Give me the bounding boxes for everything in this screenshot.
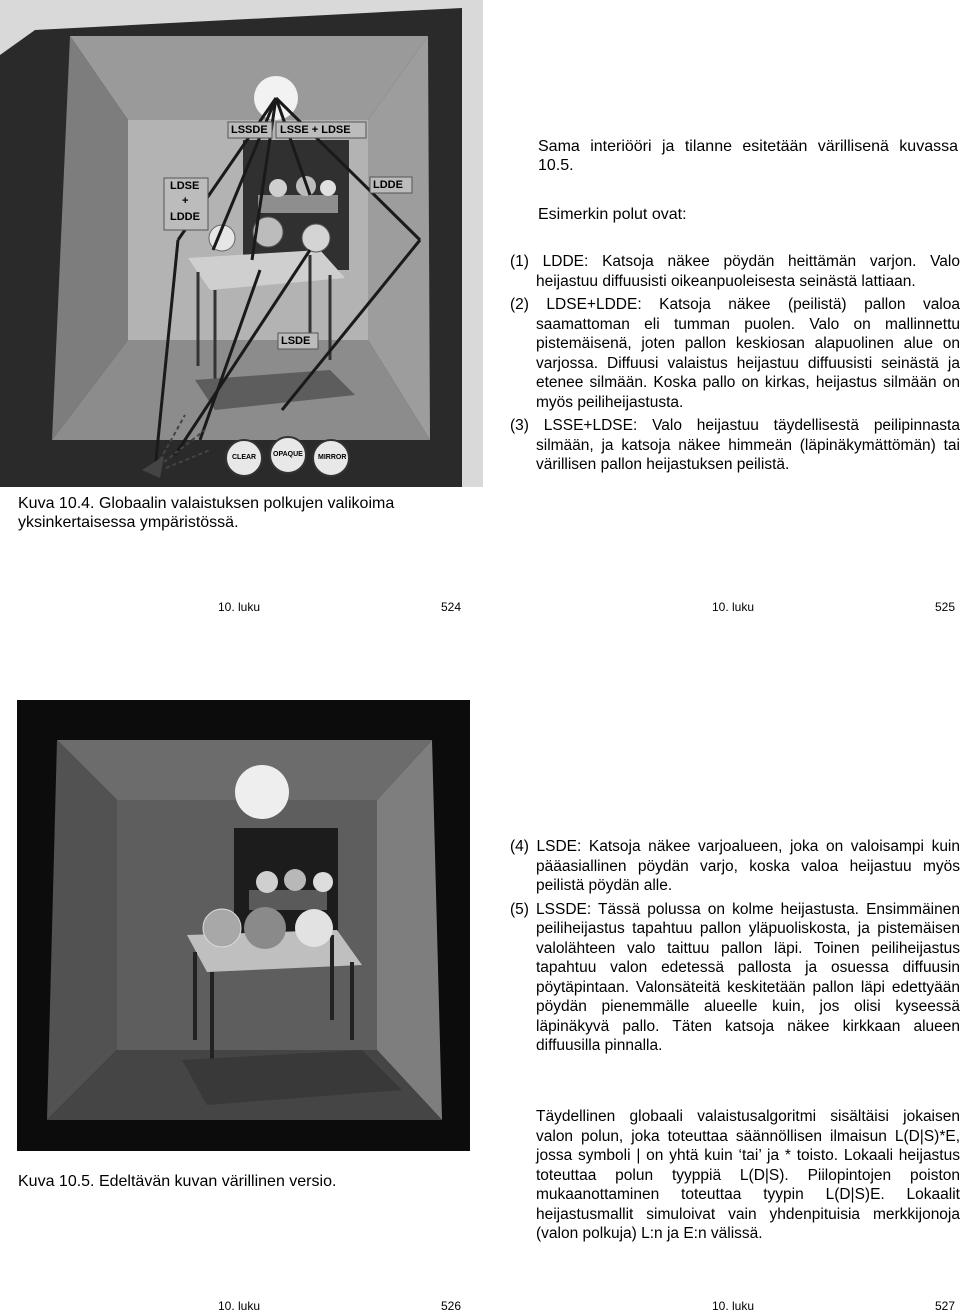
clear-button[interactable]: CLEAR [232, 454, 257, 461]
paths-list-page2 [510, 837, 960, 1060]
path-item-1: (1) LDDE: Katsoja näkee pöydän heittämän varjon. Valo heijastuu diffuusisti oikeanpuoleisesta seinästä lattiaan. [510, 253, 960, 290]
label-lssde-top: LSSDE [231, 124, 268, 136]
footer-page-525: 525 [935, 600, 956, 614]
label-ldde-right: LDDE [373, 179, 403, 191]
path-item-2: (2) LDSE+LDDE: Katsoja näkee (peilistä) pallon valoa saamattoman eli tumman puolen. Valo on mallinnettu pistemäisenä, joten pallon keskiosan alapuolinen alue on varjossa. Diffuusi valaistus heijastuu diffuusisti seinästä ja etenee silmään. Koska pallo on kirkas, heijastus silmään on myös peiliheijastusta. [510, 296, 960, 411]
paths-list-page1 [510, 252, 960, 479]
footer-page-524: 524 [441, 600, 462, 614]
label-ldde-1: LDDE [170, 211, 200, 223]
footer-chapter-525: 10. luku [712, 600, 755, 614]
label-ldse-plus: + [182, 195, 189, 207]
figure-10-4-illustration [0, 0, 483, 487]
figure-10-5-caption: Kuva 10.5. Edeltävän kuvan värillinen versio. [18, 1173, 337, 1190]
label-lsse-ldse: LSSE + LDSE [280, 124, 351, 136]
path-item-3: (3) LSSE+LDSE: Valo heijastuu täydellisestä peilipinnasta silmään, ja katsoja näkee himmeän (läpinäkymättömän) tai värillisen pallon heijastuksen peilistä. [510, 417, 960, 473]
label-ldse-1: LDSE [170, 180, 200, 192]
footer-page-526: 526 [441, 1299, 462, 1313]
mirror-button[interactable]: MIRROR [318, 454, 347, 461]
path-item-4: (4) LSDE: Katsoja näkee varjoalueen, joka on valoisampi kuin pääasiallinen pöydän varjo, koska valoa heijastuu myös peilistä pöydän alle. [510, 838, 960, 894]
label-lsde-floor: LSDE [281, 335, 311, 347]
figure-10-5 [17, 700, 470, 1151]
summary-paragraph: Täydellinen globaali valaistusalgoritmi sisältäisi jokaisen valon polun, joka toteuttaa säännöllisen ilmaisun L(D|S)*E, jossa symboli | on yhtä kuin ‘tai’ ja * toisto. Lokaali heijastus toteuttaa polun tyyppiä L(D|S). Piilopintojen poiston mukaanottaminen toteuttaa tyypin L(D|S)E. Lokaalit heijastusmallit simuloivat vain yhdenpituisia merkkijonoja (valon polkuja) L:n ja E:n välissä. [536, 1108, 960, 1242]
opaque-button[interactable]: OPAQUE [273, 451, 303, 458]
intro-paragraph: Sama interiööri ja tilanne esitetään värillisenä kuvassa 10.5. [538, 138, 958, 174]
paths-title: Esimerkin polut ovat: [538, 206, 687, 223]
footer-chapter-524: 10. luku [218, 600, 261, 614]
figure-10-4 [0, 0, 483, 487]
figure-10-5-illustration [17, 700, 470, 1151]
figure-10-4-caption: Kuva 10.4. Globaalin valaistuksen polkujen valikoima yksinkertaisessa ympäristössä. [18, 495, 395, 531]
footer-chapter-526: 10. luku [218, 1299, 261, 1313]
path-item-5: (5) LSSDE: Tässä polussa on kolme heijastusta. Ensimmäinen peiliheijastus tapahtuu pallon yläpuoliskosta, ja pistemäisen valolähteen valo taittuu pallon läpi. Toinen peiliheijastus tapahtuu valon edetessä pallosta ja osuessa diffuusin pöytäpintaan. Valonsäteitä keskitetään pallon läpi edettyään pöydän pienemmälle alueelle kuin, jos olisi kyseessä läpinäkyvä pallo. Täten katsoja näkee kirkkaan alueen diffuusilla pinnalla. [510, 900, 960, 1054]
footer-chapter-527: 10. luku [712, 1299, 755, 1313]
footer-page-527: 527 [935, 1299, 956, 1313]
